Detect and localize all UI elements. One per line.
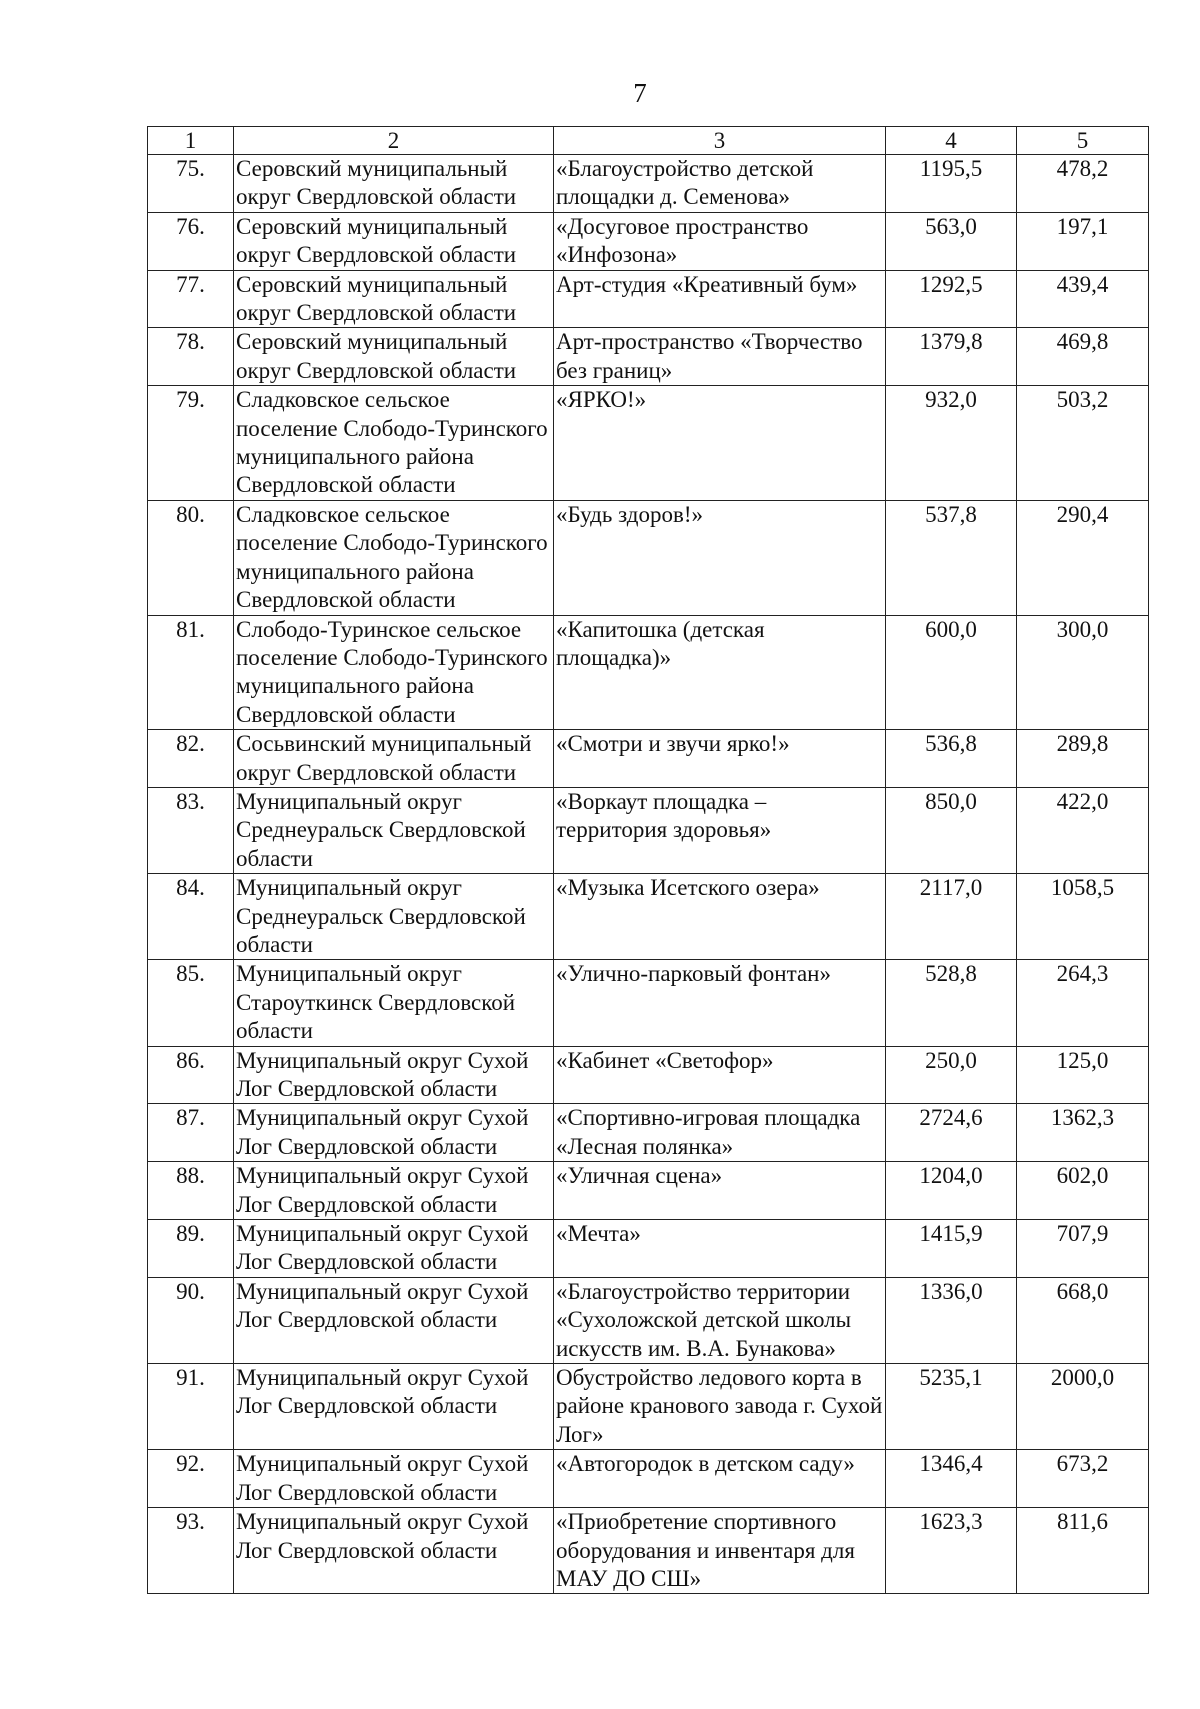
subsidy-amount-cell: 707,9 xyxy=(1017,1220,1149,1278)
header-cell-3: 3 xyxy=(554,127,886,155)
total-amount-cell: 5235,1 xyxy=(886,1364,1017,1450)
row-number-cell: 75. xyxy=(148,155,234,213)
municipality-cell: Сосьвинский муниципальный округ Свердловской области xyxy=(234,730,554,788)
header-cell-5: 5 xyxy=(1017,127,1149,155)
table-row xyxy=(148,730,1149,788)
project-name-cell: «Уличная сцена» xyxy=(554,1162,886,1220)
subsidy-amount-cell: 668,0 xyxy=(1017,1277,1149,1363)
project-name-cell: «Будь здоров!» xyxy=(554,500,886,615)
total-amount-cell: 528,8 xyxy=(886,960,1017,1046)
total-amount-cell: 932,0 xyxy=(886,386,1017,501)
subsidy-amount-cell: 264,3 xyxy=(1017,960,1149,1046)
total-amount-cell: 563,0 xyxy=(886,212,1017,270)
table-row xyxy=(148,1277,1149,1363)
table-row xyxy=(148,1162,1149,1220)
table-row xyxy=(148,1046,1149,1104)
row-number-cell: 85. xyxy=(148,960,234,1046)
project-name-cell: «Улично-парковый фонтан» xyxy=(554,960,886,1046)
total-amount-cell: 1204,0 xyxy=(886,1162,1017,1220)
row-number-cell: 92. xyxy=(148,1450,234,1508)
total-amount-cell: 1623,3 xyxy=(886,1508,1017,1594)
subsidy-amount-cell: 197,1 xyxy=(1017,212,1149,270)
table-row xyxy=(148,1450,1149,1508)
table-row xyxy=(148,270,1149,328)
total-amount-cell: 2724,6 xyxy=(886,1104,1017,1162)
municipality-cell: Серовский муниципальный округ Свердловской области xyxy=(234,270,554,328)
row-number-cell: 86. xyxy=(148,1046,234,1104)
table-row xyxy=(148,1104,1149,1162)
table-row xyxy=(148,500,1149,615)
header-cell-2: 2 xyxy=(234,127,554,155)
table-body xyxy=(148,155,1149,1594)
municipality-cell: Муниципальный округ Среднеуральск Свердловской области xyxy=(234,787,554,873)
municipality-cell: Муниципальный округ Сухой Лог Свердловской области xyxy=(234,1220,554,1278)
row-number-cell: 78. xyxy=(148,328,234,386)
municipality-cell: Серовский муниципальный округ Свердловской области xyxy=(234,328,554,386)
subsidy-amount-cell: 1058,5 xyxy=(1017,874,1149,960)
subsidy-amount-cell: 478,2 xyxy=(1017,155,1149,213)
subsidy-amount-cell: 422,0 xyxy=(1017,787,1149,873)
subsidy-amount-cell: 503,2 xyxy=(1017,386,1149,501)
project-name-cell: «ЯРКО!» xyxy=(554,386,886,501)
row-number-cell: 83. xyxy=(148,787,234,873)
subsidy-amount-cell: 811,6 xyxy=(1017,1508,1149,1594)
subsidy-amount-cell: 290,4 xyxy=(1017,500,1149,615)
subsidy-amount-cell: 439,4 xyxy=(1017,270,1149,328)
project-name-cell: «Капитошка (детская площадка)» xyxy=(554,615,886,730)
table-row xyxy=(148,1508,1149,1594)
total-amount-cell: 250,0 xyxy=(886,1046,1017,1104)
table-row xyxy=(148,328,1149,386)
total-amount-cell: 1379,8 xyxy=(886,328,1017,386)
row-number-cell: 84. xyxy=(148,874,234,960)
header-row xyxy=(148,127,1149,155)
row-number-cell: 89. xyxy=(148,1220,234,1278)
municipality-cell: Слободо-Туринское сельское поселение Слободо-Туринского муниципального района Свердловской области xyxy=(234,615,554,730)
table-row xyxy=(148,615,1149,730)
row-number-cell: 87. xyxy=(148,1104,234,1162)
project-name-cell: «Благоустройство детской площадки д. Семенова» xyxy=(554,155,886,213)
total-amount-cell: 1336,0 xyxy=(886,1277,1017,1363)
project-name-cell: «Музыка Исетского озера» xyxy=(554,874,886,960)
project-name-cell: «Мечта» xyxy=(554,1220,886,1278)
total-amount-cell: 2117,0 xyxy=(886,874,1017,960)
row-number-cell: 93. xyxy=(148,1508,234,1594)
municipality-cell: Муниципальный округ Сухой Лог Свердловской области xyxy=(234,1450,554,1508)
page-number: 7 xyxy=(633,78,647,108)
row-number-cell: 80. xyxy=(148,500,234,615)
total-amount-cell: 1292,5 xyxy=(886,270,1017,328)
municipality-cell: Муниципальный округ Сухой Лог Свердловской области xyxy=(234,1046,554,1104)
municipality-cell: Муниципальный округ Среднеуральск Свердловской области xyxy=(234,874,554,960)
row-number-cell: 76. xyxy=(148,212,234,270)
project-name-cell: «Благоустройство территории «Сухоложской детской школы искусств им. В.А. Бунакова» xyxy=(554,1277,886,1363)
row-number-cell: 88. xyxy=(148,1162,234,1220)
municipality-cell: Муниципальный округ Сухой Лог Свердловской области xyxy=(234,1277,554,1363)
row-number-cell: 90. xyxy=(148,1277,234,1363)
row-number-cell: 79. xyxy=(148,386,234,501)
project-name-cell: «Смотри и звучи ярко!» xyxy=(554,730,886,788)
project-name-cell: Арт-студия «Креативный бум» xyxy=(554,270,886,328)
municipality-cell: Муниципальный округ Сухой Лог Свердловской области xyxy=(234,1104,554,1162)
project-name-cell: «Спортивно-игровая площадка «Лесная полянка» xyxy=(554,1104,886,1162)
subsidy-amount-cell: 1362,3 xyxy=(1017,1104,1149,1162)
subsidy-amount-cell: 125,0 xyxy=(1017,1046,1149,1104)
table-row xyxy=(148,1220,1149,1278)
header-cell-4: 4 xyxy=(886,127,1017,155)
municipality-cell: Муниципальный округ Сухой Лог Свердловской области xyxy=(234,1162,554,1220)
projects-table xyxy=(147,126,1149,1594)
total-amount-cell: 600,0 xyxy=(886,615,1017,730)
table-row xyxy=(148,212,1149,270)
subsidy-amount-cell: 300,0 xyxy=(1017,615,1149,730)
project-name-cell: «Воркаут площадка – территория здоровья» xyxy=(554,787,886,873)
table-row xyxy=(148,874,1149,960)
municipality-cell: Муниципальный округ Сухой Лог Свердловской области xyxy=(234,1508,554,1594)
row-number-cell: 82. xyxy=(148,730,234,788)
project-name-cell: Арт-пространство «Творчество без границ» xyxy=(554,328,886,386)
project-name-cell: «Автогородок в детском саду» xyxy=(554,1450,886,1508)
total-amount-cell: 1346,4 xyxy=(886,1450,1017,1508)
total-amount-cell: 1195,5 xyxy=(886,155,1017,213)
table-row xyxy=(148,960,1149,1046)
municipality-cell: Муниципальный округ Староуткинск Свердловской области xyxy=(234,960,554,1046)
subsidy-amount-cell: 289,8 xyxy=(1017,730,1149,788)
table-row xyxy=(148,787,1149,873)
municipality-cell: Муниципальный округ Сухой Лог Свердловской области xyxy=(234,1364,554,1450)
subsidy-amount-cell: 602,0 xyxy=(1017,1162,1149,1220)
row-number-cell: 91. xyxy=(148,1364,234,1450)
total-amount-cell: 1415,9 xyxy=(886,1220,1017,1278)
table-row xyxy=(148,386,1149,501)
project-name-cell: «Кабинет «Светофор» xyxy=(554,1046,886,1104)
subsidy-amount-cell: 2000,0 xyxy=(1017,1364,1149,1450)
project-name-cell: Обустройство ледового корта в районе кранового завода г. Сухой Лог» xyxy=(554,1364,886,1450)
municipality-cell: Серовский муниципальный округ Свердловской области xyxy=(234,155,554,213)
total-amount-cell: 850,0 xyxy=(886,787,1017,873)
total-amount-cell: 536,8 xyxy=(886,730,1017,788)
header-cell-1: 1 xyxy=(148,127,234,155)
row-number-cell: 81. xyxy=(148,615,234,730)
municipality-cell: Сладковское сельское поселение Слободо-Туринского муниципального района Свердловской области xyxy=(234,500,554,615)
project-name-cell: «Досуговое пространство «Инфозона» xyxy=(554,212,886,270)
municipality-cell: Серовский муниципальный округ Свердловской области xyxy=(234,212,554,270)
subsidy-amount-cell: 673,2 xyxy=(1017,1450,1149,1508)
municipality-cell: Сладковское сельское поселение Слободо-Туринского муниципального района Свердловской области xyxy=(234,386,554,501)
row-number-cell: 77. xyxy=(148,270,234,328)
table-row xyxy=(148,155,1149,213)
table-row xyxy=(148,1364,1149,1450)
total-amount-cell: 537,8 xyxy=(886,500,1017,615)
project-name-cell: «Приобретение спортивного оборудования и инвентаря для МАУ ДО СШ» xyxy=(554,1508,886,1594)
subsidy-amount-cell: 469,8 xyxy=(1017,328,1149,386)
